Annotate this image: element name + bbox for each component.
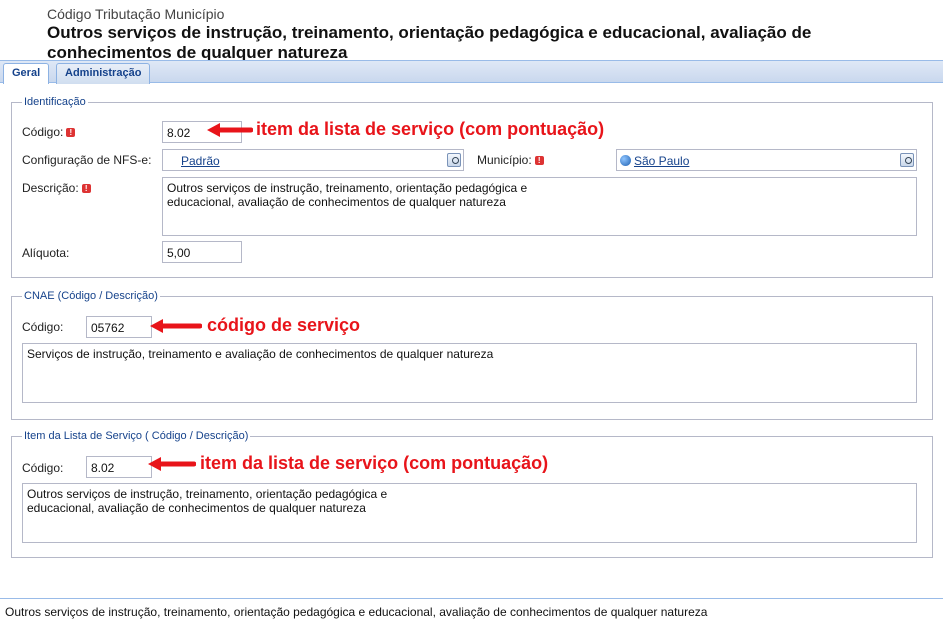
municipio-label: Município: !: [477, 153, 544, 167]
tab-geral[interactable]: Geral: [3, 63, 49, 85]
record-subtitle: Código Tributação Município: [47, 6, 225, 22]
required-icon: !: [66, 128, 75, 137]
record-title: Outros serviços de instrução, treinamento, orientação pedagógica e educacional, avaliação de conhecimentos de qualquer natureza: [47, 23, 812, 60]
tab-bar: [0, 60, 943, 83]
codigo-input[interactable]: 8.02: [162, 121, 242, 143]
record-header: [0, 0, 943, 60]
required-icon: !: [535, 156, 544, 165]
annotation-text: item da lista de serviço (com pontuação): [256, 119, 605, 139]
form-panel: [0, 84, 943, 598]
fieldset-legend: Identificação: [24, 96, 86, 108]
item-descricao-textarea[interactable]: Outros serviços de instrução, treinamento, orientação pedagógica e educacional, avaliação de conhecimentos de qualquer natureza: [22, 483, 917, 543]
aliquota-label: Alíquota:: [22, 246, 70, 260]
lookup-icon[interactable]: [447, 153, 461, 167]
arrow-left-icon: [148, 318, 202, 334]
municipio-link[interactable]: São Paulo: [634, 154, 690, 168]
annotation-text: item da lista de serviço (com pontuação): [200, 453, 549, 473]
lookup-icon[interactable]: [900, 153, 914, 167]
item-codigo-input[interactable]: 8.02: [86, 456, 152, 478]
cnae-codigo-input[interactable]: 05762: [86, 316, 152, 338]
arrow-left-icon: [205, 122, 253, 138]
descricao-textarea[interactable]: Outros serviços de instrução, treinamento, orientação pedagógica e educacional, avaliação de conhecimentos de qualquer natureza: [162, 177, 917, 236]
annotation-text: código de serviço: [207, 315, 361, 335]
fieldset-legend: CNAE (Código / Descrição): [24, 290, 158, 302]
fieldset-legend: Item da Lista de Serviço ( Código / Descrição): [24, 430, 249, 442]
arrow-left-icon: [146, 456, 196, 472]
codigo-label: Código: !: [22, 125, 75, 139]
descricao-label: Descrição: !: [22, 181, 91, 195]
item-codigo-label: Código:: [22, 461, 64, 475]
config-nfse-link[interactable]: Padrão: [181, 154, 220, 168]
aliquota-input[interactable]: 5,00: [162, 241, 242, 263]
municipio-field[interactable]: [616, 149, 917, 171]
config-nfse-label: Configuração de NFS-e:: [22, 153, 152, 167]
config-nfse-field[interactable]: [162, 149, 464, 171]
required-icon: !: [82, 184, 91, 193]
cnae-descricao-textarea[interactable]: Serviços de instrução, treinamento e avaliação de conhecimentos de qualquer natureza: [22, 343, 917, 403]
tab-administracao[interactable]: Administração: [56, 63, 150, 84]
cnae-codigo-label: Código:: [22, 320, 64, 334]
status-bar: Outros serviços de instrução, treinamento, orientação pedagógica e educacional, avaliação de conhecimentos de qualquer natureza: [0, 598, 943, 624]
globe-icon: [620, 155, 631, 166]
